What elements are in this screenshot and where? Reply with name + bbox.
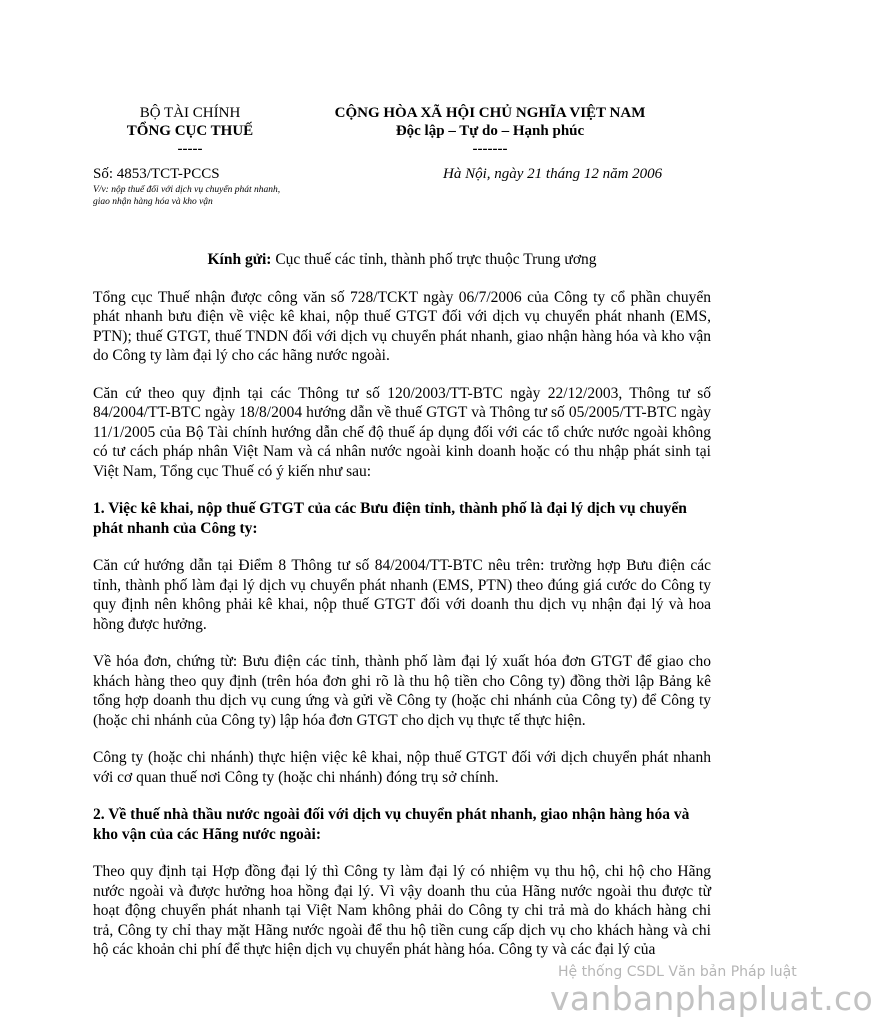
recipient-label: Kính gửi: (207, 251, 272, 268)
watermark-caption: Hệ thống CSDL Văn bản Pháp luật (558, 964, 797, 980)
document-number: Số: 4853/TCT-PCCS (93, 166, 220, 182)
document-date: Hà Nội, ngày 21 tháng 12 năm 2006 (443, 166, 663, 182)
issuer-separator: ----- (177, 141, 203, 157)
section-2-paragraph: Theo quy định tại Hợp đồng đại lý thì Công ty làm đại lý có nhiệm vụ thu hộ, chi hộ cho Hãng nước ngoài và được hưởng hoa hồng đại lý. Vì vậy doanh thu của Hãng nước ngoài thu được từ hoạt động chuyển phát nhanh tại Việt Nam không phải do Công ty chi trả mà do khách hàng chi trả, Công ty chỉ thay mặt Hãng nước ngoài để thu hộ tiền cung cấp dịch vụ cho khách hàng và chi hộ các khoản chi phí để thực hiện dịch vụ chuyển phát hàng hóa. Công ty và các đại lý của (93, 863, 711, 958)
basis-paragraph: Căn cứ theo quy định tại các Thông tư số 120/2003/TT-BTC ngày 22/12/2003, Thông tư số 84/2004/TT-BTC ngày 18/8/2004 hướng dẫn về thuế GTGT và Thông tư số 05/2005/TT-BTC ngày 11/1/2005 của Bộ Tài chính hướng dẫn chế độ thuế áp dụng đối với các tổ chức nước ngoài không có tư cách pháp nhân Việt Nam và cá nhân nước ngoài kinh doanh hoặc có thu nhập phát sinh tại Việt Nam, Tổng cục Thuế có ý kiến như sau: (93, 384, 711, 480)
motto-separator: ------- (472, 141, 508, 157)
document-subject: V/v: nộp thuế đối với dịch vụ chuyển phát nhanh, giao nhận hàng hóa và kho vận (93, 185, 281, 207)
watermark-site: vanbanphapluat.co (550, 979, 873, 1018)
section-2-heading: 2. Về thuế nhà thầu nước ngoài đối với dịch vụ chuyển phát nhanh, giao nhận hàng hóa và kho vận của các Hãng nước ngoài: (93, 806, 690, 843)
section-1-heading: 1. Việc kê khai, nộp thuế GTGT của các Bưu điện tỉnh, thành phố là đại lý dịch vụ chuyển phát nhanh của Công ty: (93, 500, 687, 537)
country-name: CỘNG HÒA XÃ HỘI CHỦ NGHĨA VIỆT NAM (334, 105, 646, 121)
national-motto: Độc lập – Tự do – Hạnh phúc (395, 123, 585, 139)
department-name: TỔNG CỤC THUẾ (126, 123, 254, 139)
issuer-block (90, 104, 290, 158)
section-1-paragraph: Căn cứ hướng dẫn tại Điểm 8 Thông tư số 84/2004/TT-BTC nêu trên: trường hợp Bưu điện các tỉnh, thành phố làm đại lý dịch vụ chuyển phát nhanh (EMS, PTN) theo đúng giá cước do Công ty quy định nên không phải kê khai, nộp thuế GTGT đối với doanh thu dịch vụ nhận đại lý và hoa hồng được hưởng. (93, 557, 711, 633)
section-1-paragraph: Công ty (hoặc chi nhánh) thực hiện việc kê khai, nộp thuế GTGT đối với dịch chuyển phát nhanh với cơ quan thuế nơi Công ty (hoặc chi nhánh) đóng trụ sở chính. (93, 749, 711, 786)
intro-paragraph: Tổng cục Thuế nhận được công văn số 728/TCKT ngày 06/7/2006 của Công ty cổ phần chuyển phát nhanh bưu điện về việc kê khai, nộp thuế GTGT đối với dịch vụ chuyển phát nhanh (EMS, PTN); thuế GTGT, thuế TNDN đối với dịch vụ chuyển phát nhanh, giao nhận hàng hóa và kho vận do Công ty làm đại lý cho các hãng nước ngoài. (93, 288, 711, 364)
section-1-paragraph: Về hóa đơn, chứng từ: Bưu điện các tỉnh, thành phố làm đại lý xuất hóa đơn GTGT để giao cho khách hàng theo quy định (trên hóa đơn ghi rõ là thu hộ tiền cho Công ty) đồng thời lập Bảng kê tổng hợp doanh thu dịch vụ cung ứng và gửi về Công ty (hoặc chi nhánh của Công ty) để Công ty (hoặc chi nhánh của Công ty) lập hóa đơn GTGT cho dịch vụ thực tế thực hiện. (93, 653, 711, 729)
recipient-line (93, 250, 711, 270)
document-body (93, 250, 711, 978)
ministry-name: BỘ TÀI CHÍNH (139, 105, 241, 121)
national-heading (300, 104, 680, 158)
recipient-text: Cục thuế các tỉnh, thành phố trực thuộc Trung ương (271, 251, 597, 268)
